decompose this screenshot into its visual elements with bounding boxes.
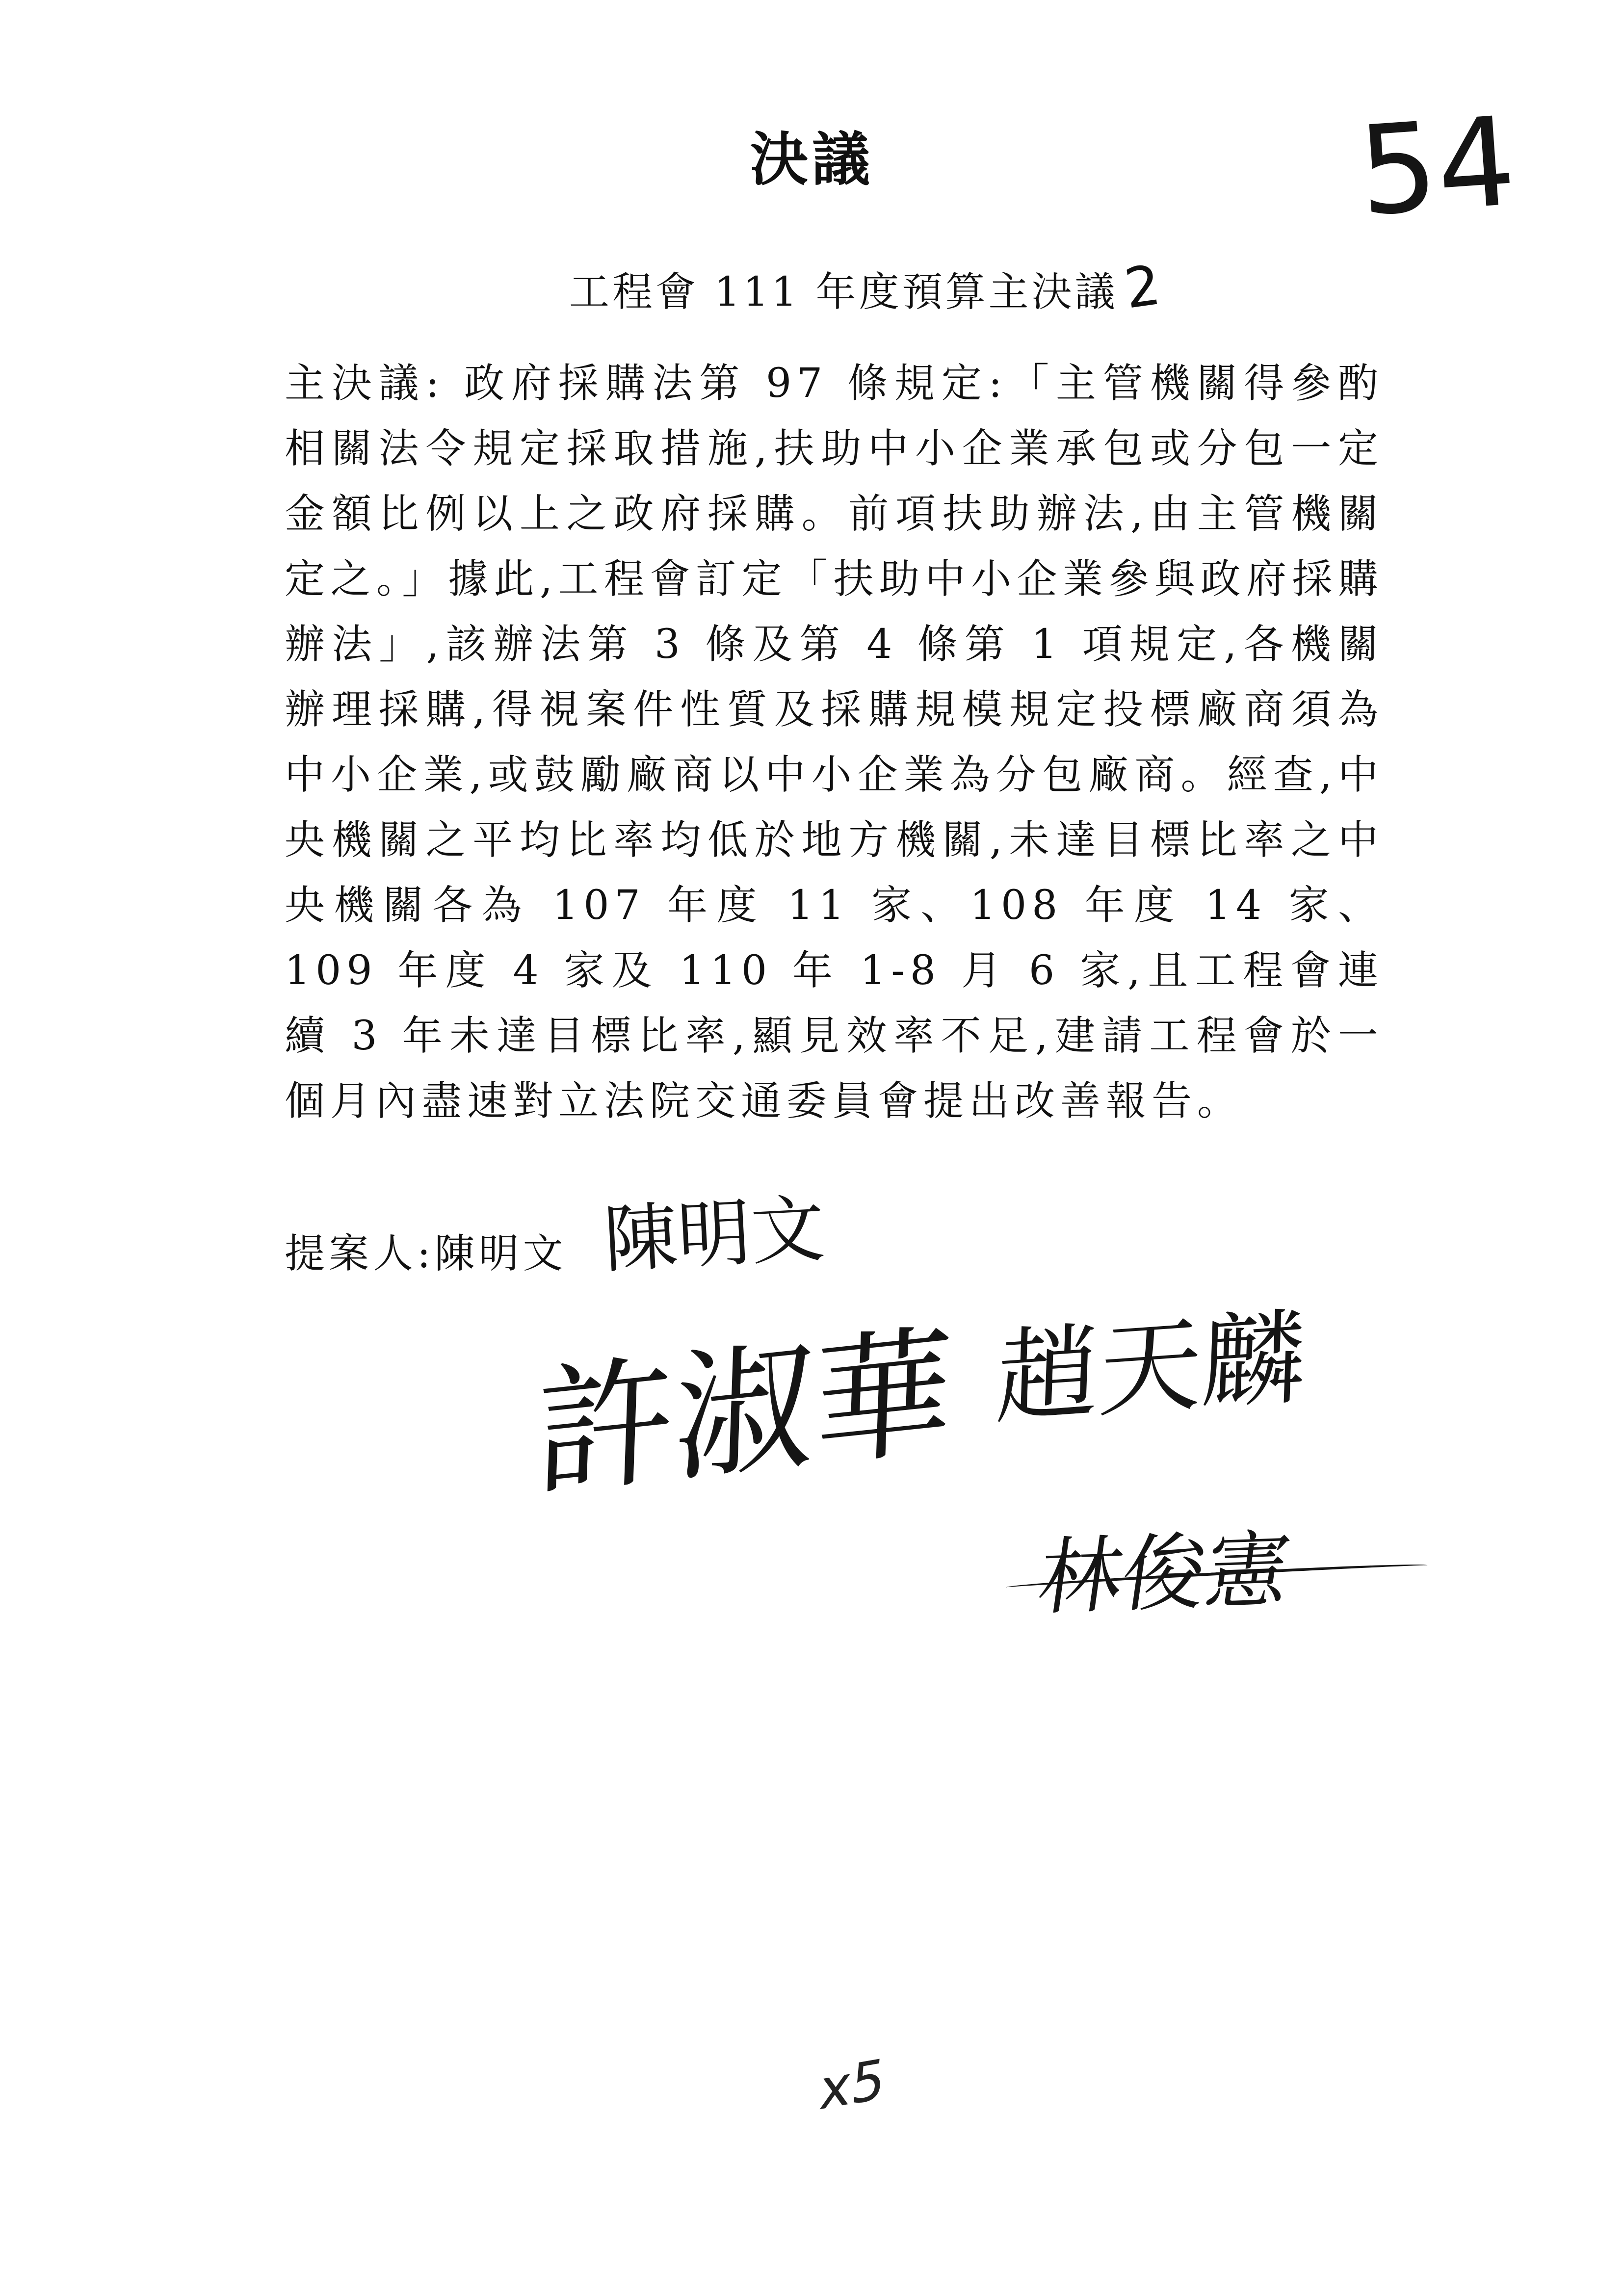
handwritten-subtitle-number: 2 [1120,253,1167,321]
signature-4: 林俊憲 [1032,1520,1296,1627]
resolution-subtitle [569,253,1167,321]
signature-2: 許淑華 [532,1309,956,1517]
handwritten-page-number: 54 [1354,90,1520,243]
proposer-label: 提案人:陳明文 [285,1230,567,1277]
resolution-body: 主決議: 政府採購法第 97 條規定:「主管機關得參酌相關法令規定採取措施,扶助中小企業承包或分包一定金額比例以上之政府採購。前項扶助辦法,由主管機關定之。」據此,工程會訂定「扶助中小企業參與政府採購辦法」,該辦法第 3 條及第 4 條第 1 項規定,各機關辦理採購,得視案件性質及採購規模規定投標廠商須為中小企業,或鼓勵廠商以中小企業為分包廠商。經查,中央機關之平均比率均低於地方機關,未達目標比率之中央機關各為 107 年度 11 家、108 年度 14 家、109 年度 4 家及 110 年 1-8 月 6 家,且工程會連續 3 年未達目標比率,顯見效率不足,建請工程會於一個月內盡速對立法院交通委員會提出改善報告。 [285,360,1384,1124]
handwritten-footer-mark: x5 [817,2046,888,2123]
subtitle-text: 工程會 111 年度預算主決議 [569,269,1118,315]
signature-3: 趙天麟 [994,1297,1307,1439]
signature-1: 陳明文 [602,1186,827,1283]
document-title: 決議 [750,125,874,193]
